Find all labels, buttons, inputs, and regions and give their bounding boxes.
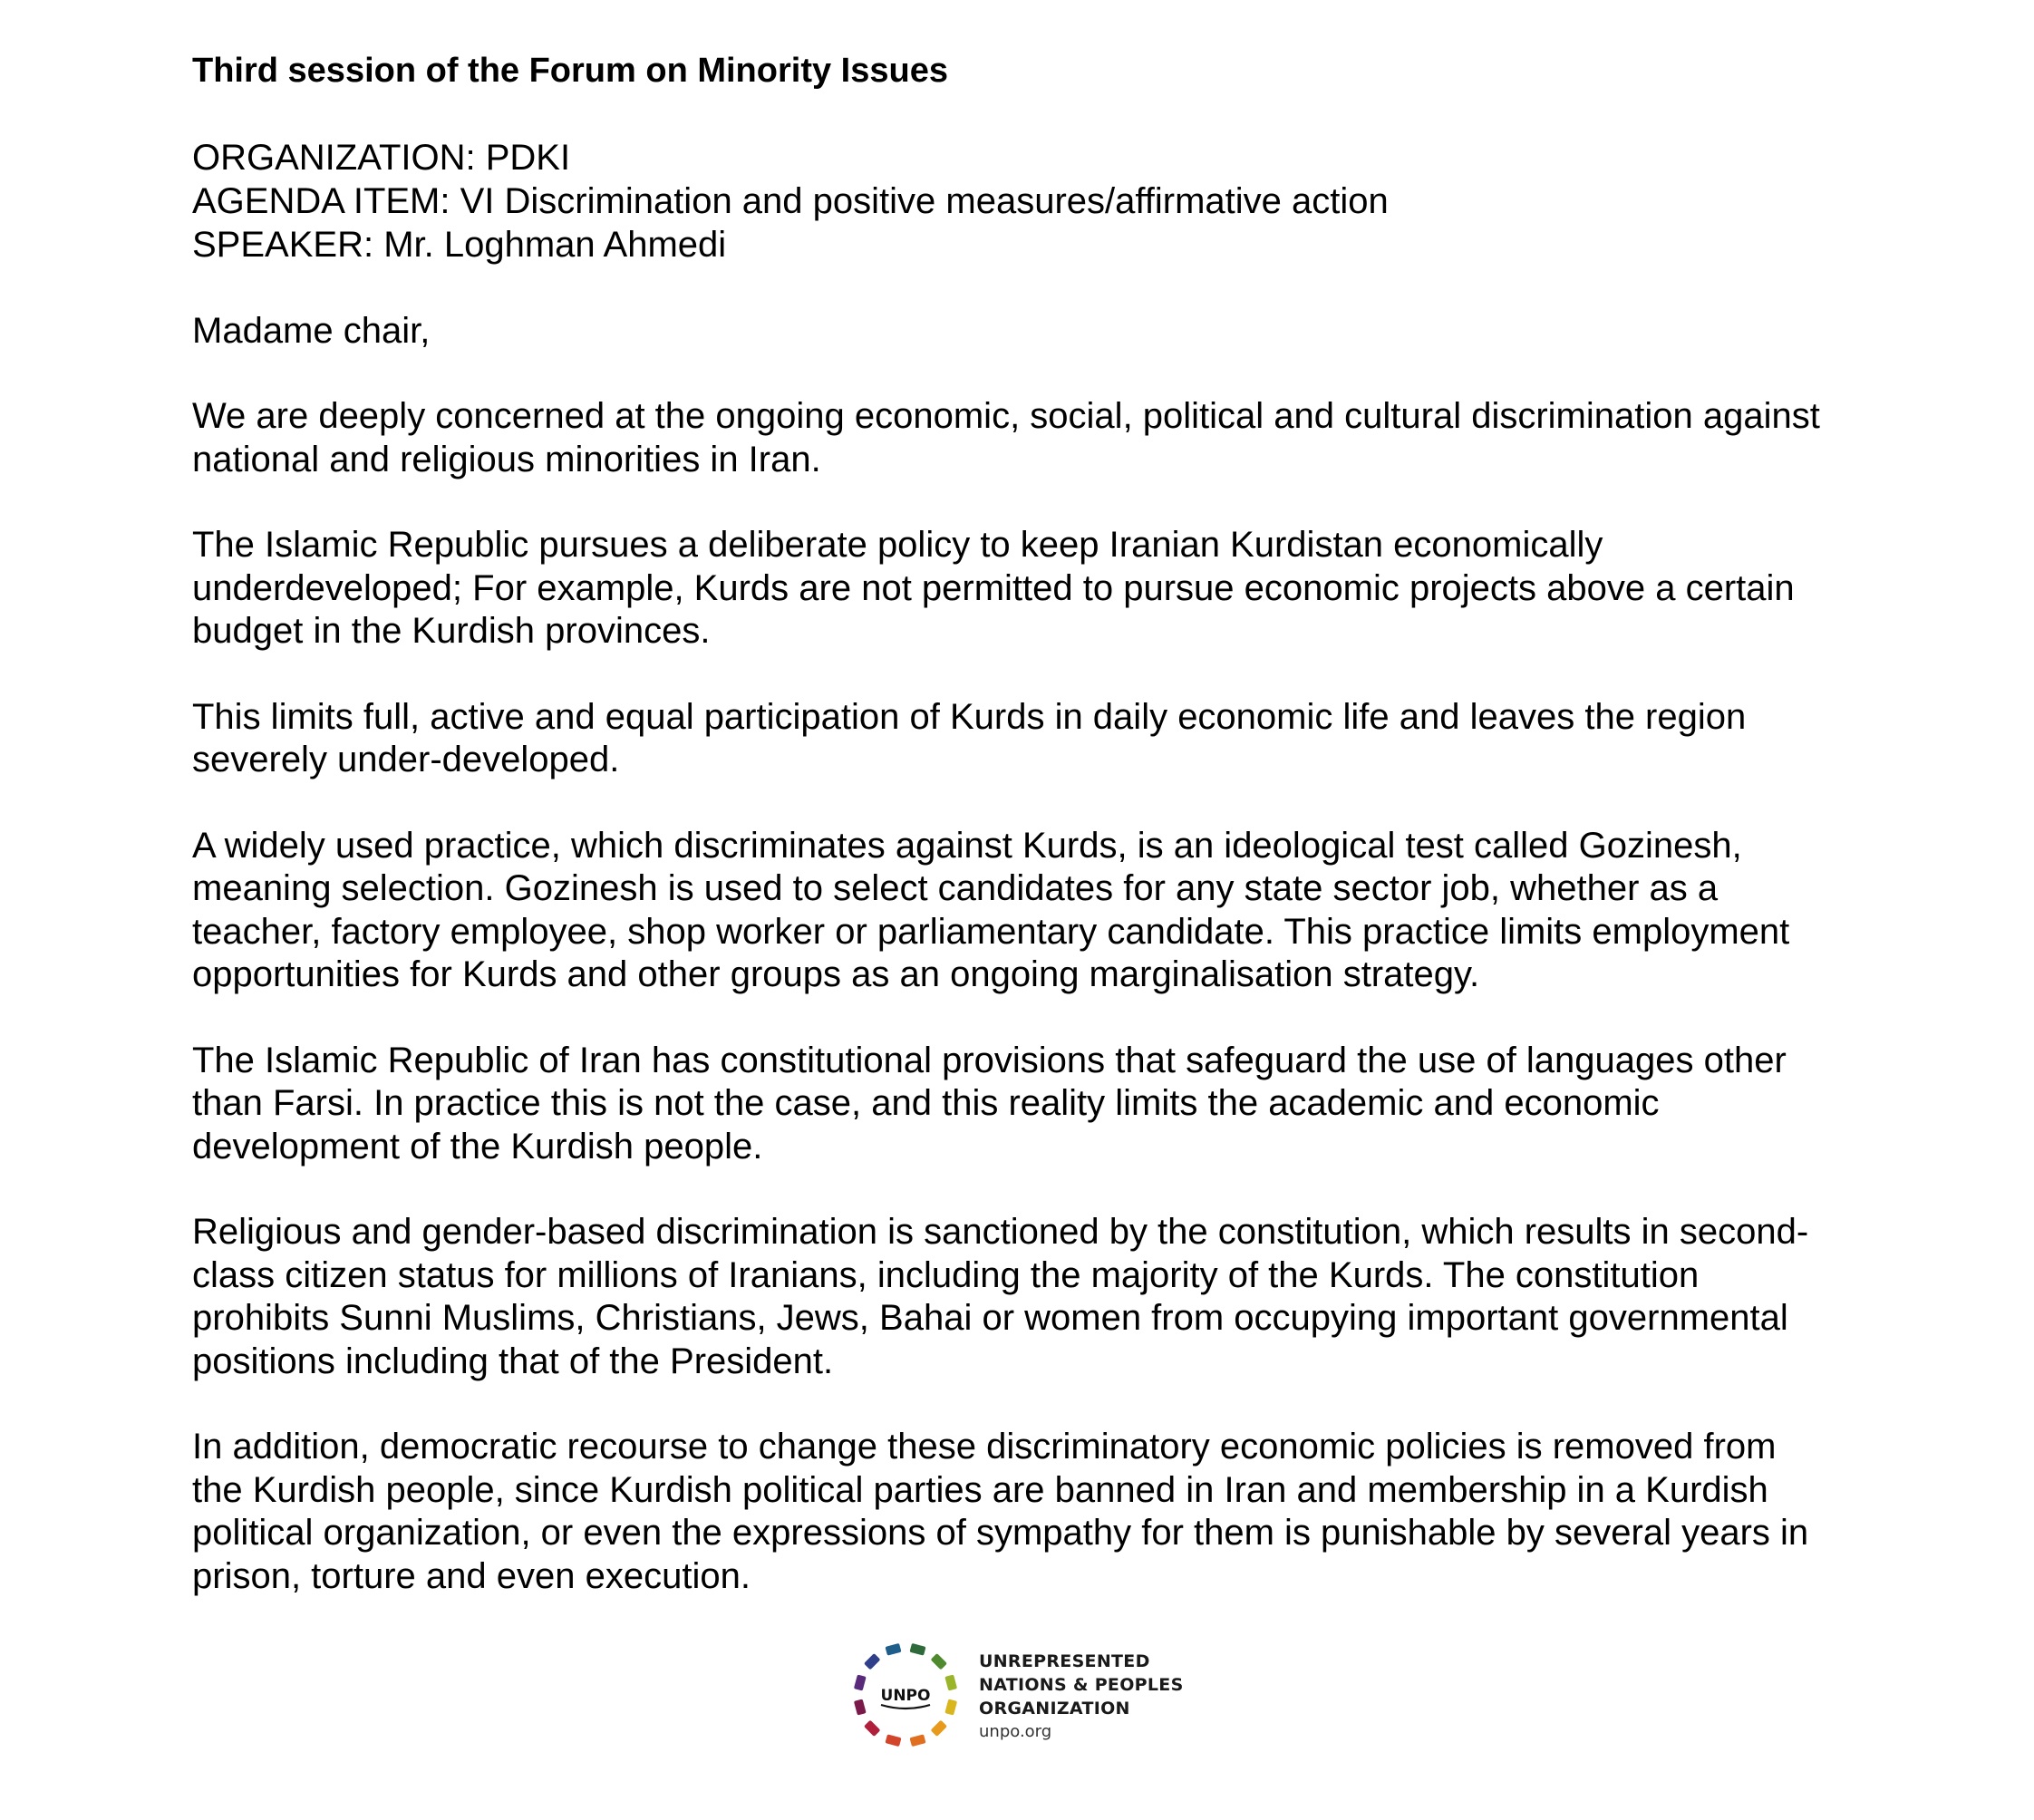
org-name-line: NATIONS & PEOPLES (979, 1675, 1184, 1695)
paragraph: This limits full, active and equal participation of Kurds in daily economic life and leaves the region severely under-developed. (192, 696, 1747, 779)
org-url: unpo.org (979, 1722, 1052, 1741)
paragraph: In addition, democratic recourse to change these discriminatory economic policies is removed from the Kurdish people, since Kurdish political parties are banned in Iran and membership in a Kurdish political organization, or even the expressions of sympathy for them is punishable by several years in prison, torture and even execution. (192, 1427, 1809, 1596)
logo-ring-segment (854, 1674, 867, 1690)
org-name-line: ORGANIZATION (979, 1699, 1130, 1718)
org-name (979, 1650, 1184, 1744)
logo-ring-segment (854, 1699, 867, 1715)
logo-ring-segment (909, 1734, 925, 1747)
logo-ring-segment (885, 1734, 901, 1747)
paragraph: We are deeply concerned at the ongoing economic, social, political and cultural discrimination against national and religious minorities in Iran. (192, 396, 1820, 479)
logo-ring-segment (885, 1643, 901, 1656)
document-page (192, 47, 1824, 1598)
unpo-footer (847, 1636, 1227, 1754)
unpo-logo-icon (847, 1636, 964, 1754)
paragraph: A widely used practice, which discriminates against Kurds, is an ideological test called Gozinesh, meaning selection. Gozinesh is used to select candidates for any state sector job, whether as a teacher, factory employee, shop worker or parliamentary candidate. This practice limits employment opportunities for Kurds and other groups as an ongoing marginalisation strategy. (192, 825, 1790, 994)
paragraph: The Islamic Republic pursues a deliberate policy to keep Iranian Kurdistan economically underdeveloped; For example, Kurds are not permitted to pursue economic projects above a certain budget in the Kurdish provinces. (192, 525, 1795, 651)
organization-line: ORGANIZATION: PDKI (192, 138, 571, 178)
agenda-item-line: AGENDA ITEM: VI Discrimination and positive measures/affirmative action (192, 181, 1389, 221)
logo-ring-segment (944, 1674, 957, 1690)
logo-ring-segment (864, 1720, 880, 1737)
logo-ring-segment (864, 1653, 880, 1670)
logo-ring-segment (909, 1643, 925, 1656)
speaker-line: SPEAKER: Mr. Loghman Ahmedi (192, 225, 727, 265)
logo-ring-segment (931, 1653, 947, 1670)
paragraph: The Islamic Republic of Iran has constitutional provisions that safeguard the use of languages other than Farsi. In practice this is not the case, and this reality limits the academic and economic development of the Kurdish people. (192, 1040, 1787, 1167)
org-name-line: UNREPRESENTED (979, 1651, 1150, 1671)
greeting: Madame chair, (192, 311, 431, 351)
paragraph: Religious and gender-based discrimination is sanctioned by the constitution, which results in second-class citizen status for millions of Iranians, including the majority of the Kurds. The constitution prohibits Sunni Muslims, Christians, Jews, Bahai or women from occupying important governmental positions including that of the President. (192, 1212, 1809, 1381)
logo-ring-segment (931, 1720, 947, 1737)
logo-text: UNPO (880, 1687, 931, 1705)
document-meta (192, 136, 1824, 266)
logo-ring-segment (944, 1699, 957, 1715)
document-title: Third session of the Forum on Minority Issues (192, 52, 948, 90)
